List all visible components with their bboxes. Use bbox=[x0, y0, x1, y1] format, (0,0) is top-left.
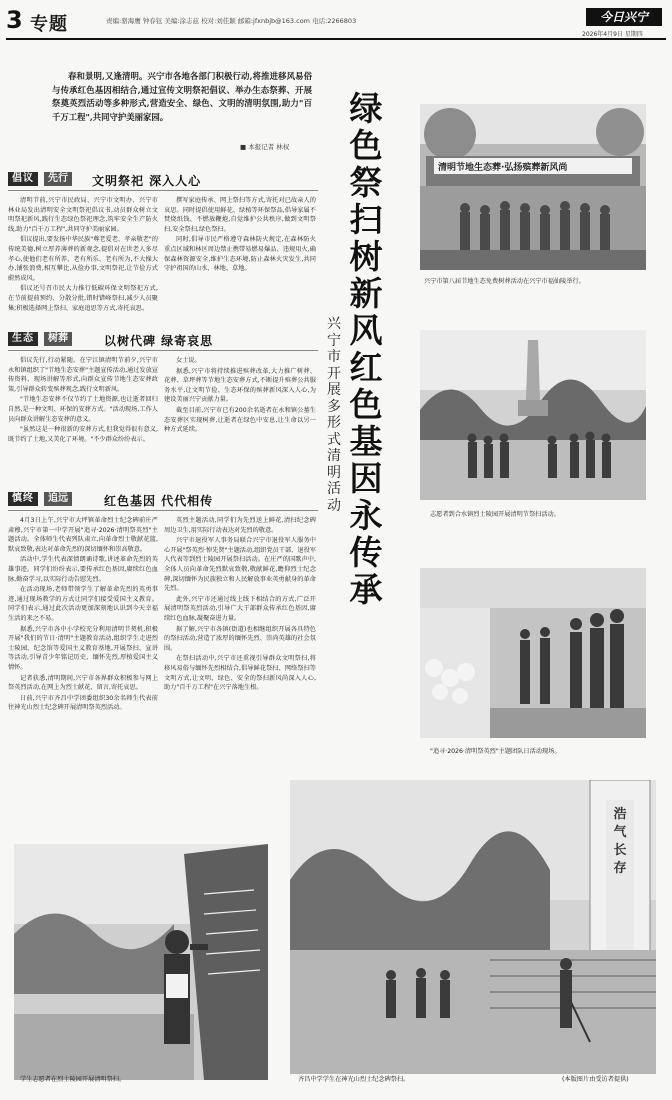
photo4-image bbox=[14, 844, 268, 1080]
photo2-caption: 志愿者到合水镇烈士陵园开展清明节祭扫活动。 bbox=[430, 511, 560, 518]
section3-title: 红色基因 代代相传 bbox=[104, 494, 214, 508]
section3-rule bbox=[8, 510, 318, 511]
monument-inscription: 浩气长存 bbox=[613, 807, 627, 876]
section1-tag-a: 倡议 bbox=[8, 172, 38, 186]
section2-rule bbox=[8, 350, 318, 351]
photo-students-ceremony bbox=[420, 568, 646, 738]
section3-col1-p1: 4月3日上午,兴宁市大坪镇革命烈士纪念碑前庄严肃穆,兴宁市第一中学开展"追寻·2026·清明祭英烈"主题活动。全体师生代表列队肃立,向革命烈士敬献花篮,默哀致敬,表达对革命先烈的深切缅怀和崇高敬意。 bbox=[8, 517, 158, 553]
intro-byline bbox=[240, 142, 289, 151]
header-divider bbox=[6, 38, 666, 40]
section3-col1 bbox=[8, 516, 158, 840]
section2-tag-a: 生态 bbox=[8, 332, 38, 346]
section2-head bbox=[8, 330, 318, 352]
section3-col2-p2: 兴宁市退役军人事务局联合兴宁市退役军人服务中心开展"祭英烈·悼先贤"主题活动,组织党员干部、退役军人代表等到烈士陵园开展祭扫活动。在庄严的国歌声中,全体人员向革命先烈默哀致敬,敬献鲜花,瞻仰烈士纪念碑,深切缅怀为民族独立和人民解放事业英勇献身的革命先烈。 bbox=[164, 537, 316, 593]
section2-col2 bbox=[164, 356, 316, 482]
section3-head bbox=[8, 490, 318, 512]
section1-tag-b: 先行 bbox=[44, 172, 72, 186]
photo-students-cleaning bbox=[14, 844, 268, 1080]
section2-col1-p3: "虽然这是一种很新的安葬方式,但我觉得很有意义,既节约了土地,又美化了环境。"不少群众纷纷表示。 bbox=[8, 426, 158, 443]
photo1-caption: 兴宁市第八届节地生态免费树葬活动在兴宁市福仙陵举行。 bbox=[424, 278, 585, 285]
byline-text: 本报记者 林权 bbox=[248, 143, 290, 151]
section3-tag-a: 慎终 bbox=[8, 492, 38, 506]
section3-col1-p6: 日前,兴宁市齐昌中学团委组织30余名师生代表前往神光山烈士纪念碑开展清明祭英烈活动。 bbox=[8, 694, 158, 712]
section-title: 专题 bbox=[30, 14, 68, 35]
section2-col1-p1: 倡议先行,行动紧随。在宁江镇清明节前夕,兴宁市永和镇组织了"节地生态安葬"主题宣传活动,通过发放宣传资料、现场讲解等形式,向群众宣传节地生态安葬政策,引导群众转变殡葬观念,践行文明新风。 bbox=[8, 357, 158, 393]
editor-line: 责编:骆海鹰 钟春钰 美编:涂志兹 校对:刘佳颖 邮箱:jfxnbjb@163.com 电话:2266803 bbox=[106, 17, 357, 25]
issue-date: 2026年4月9日 星期四 bbox=[582, 31, 643, 38]
photo3-image bbox=[420, 568, 646, 738]
page-number: 3 bbox=[6, 6, 23, 34]
page-header bbox=[0, 0, 672, 40]
photo-tree-burial-ceremony bbox=[420, 104, 646, 270]
section3-col1-p4: 据悉,兴宁市各中小学校充分利用清明节契机,积极开展"我们的节日·清明"主题教育活动,组织学生走进烈士陵园、纪念馆等爱国主义教育基地,开展祭扫、宣讲等活动,引导青少年铭记历史、缅怀先烈,厚植爱国主义情怀。 bbox=[8, 625, 158, 671]
section1-col2 bbox=[164, 196, 316, 320]
section1-col1 bbox=[8, 196, 158, 320]
section3-col2-p5: 在祭扫活动中,兴宁市还重视引导群众文明祭扫,将移风易俗与缅怀先烈相结合,倡导鲜花祭扫、网络祭扫等文明方式,让文明、绿色、安全的祭扫新风尚深入人心,助力"百千万工程"在兴宁落地生根。 bbox=[164, 655, 316, 692]
photo2-image bbox=[420, 330, 646, 500]
section1-rule bbox=[8, 190, 318, 191]
section1-title: 文明祭祀 深入人心 bbox=[92, 174, 202, 188]
section1-head bbox=[8, 170, 318, 192]
section2-col2-p3: 截至目前,兴宁市已有200余名逝者在永和镇公墓生态安葬区实现树葬,让逝者在绿色中安息,让生命以另一种方式延续。 bbox=[164, 406, 316, 434]
section3-tag-b: 追远 bbox=[44, 492, 72, 506]
section3-col2-p1: 英烈主题活动,同学们为先烈送上鲜花,清扫纪念碑周边卫生,用实际行动表达对先烈的敬意。 bbox=[164, 517, 316, 534]
section1-col1-p3: 倡议还号召市民大力推行低碳环保文明祭祀方式,在节前提前预约、分散分批,错时错峰祭扫,减少人员聚集;积极选择网上祭扫、家庭追思等方式,寄托哀思。 bbox=[8, 285, 158, 312]
section2-col1-p2: "节地生态安葬不仅节约了土地资源,也让逝者回归自然,是一种文明、环保的安葬方式。"活动现场,工作人员向群众讲解生态安葬的意义。 bbox=[8, 396, 158, 423]
photo1-image bbox=[420, 104, 646, 270]
section3-col2-p3: 此外,兴宁市还通过线上线下相结合的方式,广泛开展清明祭英烈活动,引导广大干部群众传承红色基因,赓续红色血脉,凝聚奋进力量。 bbox=[164, 595, 316, 622]
photo-sweeping-memorial bbox=[290, 780, 656, 1074]
section1-col2-p2: 同时,倡导市民严格遵守森林防火规定,在森林防火重点区域和林区周边禁止携带易燃易爆品、违规用火,确保森林资源安全,维护生态环境,防止森林火灾发生,共同守护祖国的山水、林地、草地。 bbox=[164, 236, 316, 273]
section2-col2-p1: 女士说。 bbox=[176, 357, 201, 364]
section3-col2-p4: 据了解,兴宁市各镇(街道)也相继组织开展各具特色的祭扫活动,营造了浓厚的缅怀先烈、崇尚英雄的社会氛围。 bbox=[164, 625, 316, 652]
photo1-banner-text: 清明节地生态葬·弘扬殡葬新风尚 bbox=[438, 163, 568, 173]
section2-col2-p2: 据悉,兴宁市将持续推进殡葬改革,大力推广树葬、花葬、草坪葬等节地生态安葬方式,不断提升殡葬公共服务水平,让文明节俭、生态环保的殡葬新风深入人心,为建设美丽兴宁贡献力量。 bbox=[164, 367, 316, 404]
square-bullet-icon: ■ bbox=[240, 143, 247, 151]
photo5-image bbox=[290, 780, 656, 1074]
masthead-logo: 今日兴宁 bbox=[586, 8, 662, 26]
section2-col1 bbox=[8, 356, 158, 482]
photo-credit: (本版图片由受访者提供) bbox=[562, 1076, 629, 1083]
photo-martyrs-cemetery bbox=[420, 330, 646, 500]
section1-col1-p1: 清明节前,兴宁市民政局、兴宁市文明办、兴宁市林业局发出清明安全文明祭祀倡议书,动员群众树立文明祭祀新风,践行生态绿色祭祀理念,筑牢安全生产防火线,助力"百千万工程",共同守护美丽家园。 bbox=[8, 197, 158, 233]
main-headline: 绿色祭扫树新风 红色基因永传承 bbox=[349, 89, 383, 609]
photo5-caption: 齐昌中学学生在神光山烈士纪念碑祭扫。 bbox=[298, 1076, 410, 1083]
photo3-caption: "追寻·2026·清明祭英烈"主题团队日活动现场。 bbox=[430, 748, 561, 755]
section2-tag-b: 树葬 bbox=[44, 332, 72, 346]
section1-col1-p2: 倡议提出,要发扬中华民族"尊老爱老、孝亲敬老"的传统美德,树立厚养薄葬的新观念,提倡对在世老人多尽孝心,使他们老有所养、老有所乐、老有所为,不大操大办,铺张浪费,相互攀比,从俭办事,文明祭祀,让节俭方式蔚然成风。 bbox=[8, 236, 158, 282]
photo4-caption: 学生志愿者在烈士陵园开展清明祭扫。 bbox=[20, 1076, 126, 1083]
sub-headline: 兴宁市开展多形式清明活动 bbox=[327, 316, 341, 514]
intro-paragraph: 春和景明,又逢清明。兴宁市各地各部门积极行动,将推进移风易俗与传承红色基因相结合,通过宣传文明祭祀倡议、举办生态祭葬、开展祭奠英烈活动等多种形式,营造安全、绿色、文明的清明氛围,助力"百千万工程",共同守护美丽家园。 bbox=[52, 71, 312, 122]
section2-title: 以树代碑 绿寄哀思 bbox=[104, 334, 214, 348]
section3-col1-p2: 活动中,学生代表深情朗诵诗歌,讲述革命先烈的英雄事迹。同学们纷纷表示,要传承红色基因,赓续红色血脉,勤奋学习,以实际行动告慰先烈。 bbox=[8, 556, 158, 583]
section3-col1-p5: 记者获悉,清明期间,兴宁市各界群众积极参与网上祭英烈活动,在网上为烈士献花、留言,寄托哀思。 bbox=[8, 674, 158, 692]
section1-col2-p1: 撰写家庭传承、网上祭扫等方式,寄托对已故亲人的哀思。同时提倡使用鲜花、绿植等环保祭品,倡导家属不焚烧纸钱、不燃放鞭炮,自觉维护公共秩序,做到文明祭扫,安全祭扫,绿色祭扫。 bbox=[164, 197, 316, 233]
section3-col1-p3: 在活动现场,老师带领学生了解革命先烈的英勇事迹,通过现场教学的方式让同学们接受爱国主义教育。同学们表示,通过此次活动更加深刻地认识到今天幸福生活的来之不易。 bbox=[8, 586, 158, 622]
